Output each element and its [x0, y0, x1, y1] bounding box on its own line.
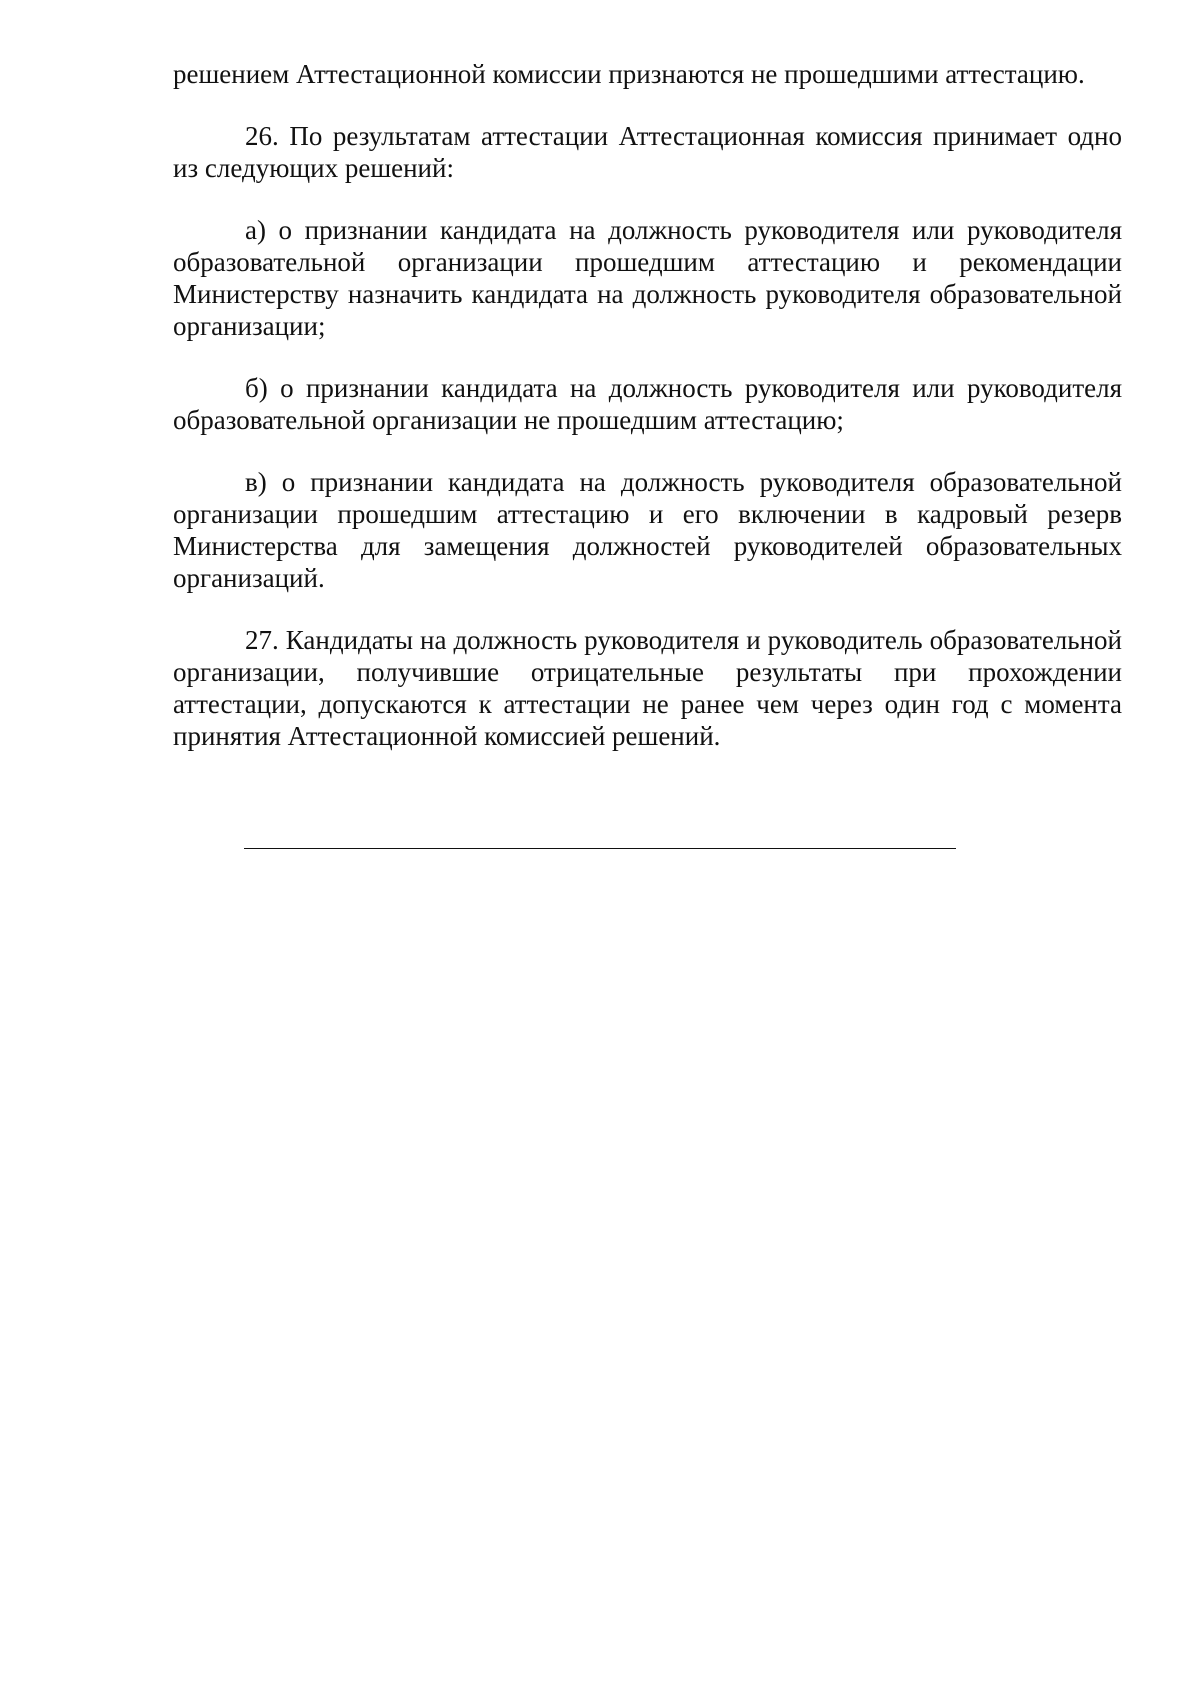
paragraph-subitem-a: а) о признании кандидата на должность руководителя или руководителя образовательной организации прошедшим аттестацию и рекомендации Министерству назначить кандидата на должность руководителя образовательной организации;	[173, 215, 1122, 341]
paragraph-continuation: решением Аттестационной комиссии признаются не прошедшими аттестацию.	[173, 59, 1085, 89]
end-of-document-divider	[244, 848, 956, 849]
paragraph-item-27: 27. Кандидаты на должность руководителя и руководитель образовательной организации, получившие отрицательные результаты при прохождении аттестации, допускаются к аттестации не ранее чем через один год с момента принятия Аттестационной комиссией решений.	[173, 625, 1122, 751]
paragraph-subitem-b: б) о признании кандидата на должность руководителя или руководителя образовательной организации не прошедшим аттестацию;	[173, 373, 1122, 435]
paragraph-subitem-v: в) о признании кандидата на должность руководителя образовательной организации прошедшим аттестацию и его включении в кадровый резерв Министерства для замещения должностей руководителей образовательных организаций.	[173, 467, 1122, 593]
paragraph-item-26: 26. По результатам аттестации Аттестационная комиссия принимает одно из следующих решений:	[173, 121, 1122, 183]
document-body	[173, 58, 1122, 782]
